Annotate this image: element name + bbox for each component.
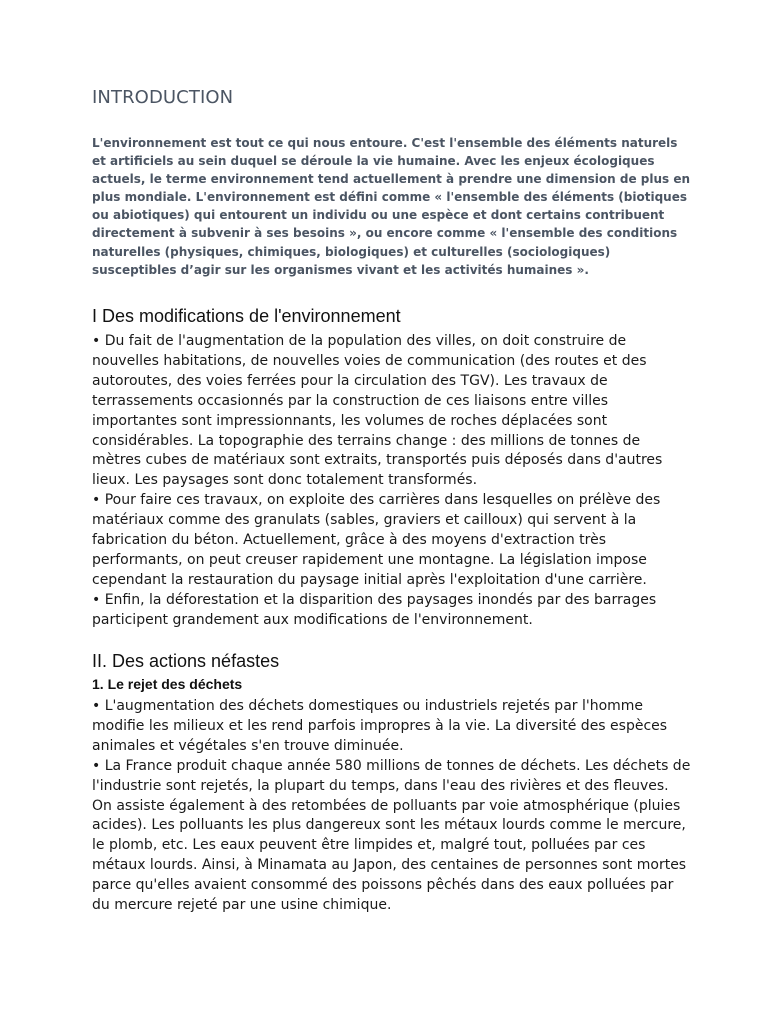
section-1-paragraph: • Du fait de l'augmentation de la population des villes, on doit construire de nouvelles habitations, de nouvelles voies de communication (des routes et des autoroutes, des voies ferrées pour la circulation des TGV). Les travaux de terrassements occasionnés par la construction de ces liaisons entre villes importantes sont impressionnants, les volumes de roches déplacées sont considérables. La topographie des terrains change : des millions de tonnes de mètres cubes de matériaux sont extraits, transportés puis déposés dans d'autres lieux. Les paysages sont donc totalement transformés. xyxy=(92,333,663,489)
section-1-paragraph: • Enfin, la déforestation et la disparition des paysages inondés par des barrages participent grandement aux modifications de l'environnement. xyxy=(92,591,657,628)
section-2-body xyxy=(92,697,692,916)
section-2-subtitle: 1. Le rejet des déchets xyxy=(92,676,243,692)
intro-title: INTRODUCTION xyxy=(92,87,234,108)
section-1-paragraph: • Pour faire ces travaux, on exploite des carrières dans lesquelles on prélève des matériaux comme des granulats (sables, graviers et cailloux) qui servent à la fabrication du béton. Actuellement, grâce à des moyens d'extraction très performants, on peut creuser rapidement une montagne. La législation impose cependant la restauration du paysage initial après l'exploitation d'une carrière. xyxy=(92,492,661,588)
section-2-paragraph: • L'augmentation des déchets domestiques ou industriels rejetés par l'homme modifie les milieux et les rend parfois impropres à la vie. La diversité des espèces animales et végétales s'en trouve diminuée. xyxy=(92,698,668,754)
section-1-title: I Des modifications de l'environnement xyxy=(92,306,401,326)
section-2-title: II. Des actions néfastes xyxy=(92,651,280,671)
section-2-paragraph: • La France produit chaque année 580 millions de tonnes de déchets. Les déchets de l'industrie sont rejetés, la plupart du temps, dans l'eau des rivières et des fleuves. On assiste également à des retombées de polluants par voie atmosphérique (pluies acides). Les polluants les plus dangereux sont les métaux lourds comme le mercure, le plomb, etc. Les eaux peuvent être limpides et, malgré tout, polluées par ces métaux lourds. Ainsi, à Minamata au Japon, des centaines de personnes sont mortes parce qu'elles avaient consommé des poissons pêchés dans des eaux polluées par du mercure rejeté par une usine chimique. xyxy=(92,757,691,914)
intro-paragraph: L'environnement est tout ce qui nous entoure. C'est l'ensemble des éléments naturels et artificiels au sein duquel se déroule la vie humaine. Avec les enjeux écologiques actuels, le terme environnement tend actuellement à prendre une dimension de plus en plus mondiale. L'environnement est défini comme « l'ensemble des éléments (biotiques ou abiotiques) qui entourent un individu ou une espèce et dont certains contribuent directement à subvenir à ses besoins », ou encore comme « l'ensemble des conditions naturelles (physiques, chimiques, biologiques) et culturelles (sociologiques) susceptibles d’agir sur les organismes vivant et les activités humaines ». xyxy=(92,136,691,277)
section-1-body xyxy=(92,332,692,631)
